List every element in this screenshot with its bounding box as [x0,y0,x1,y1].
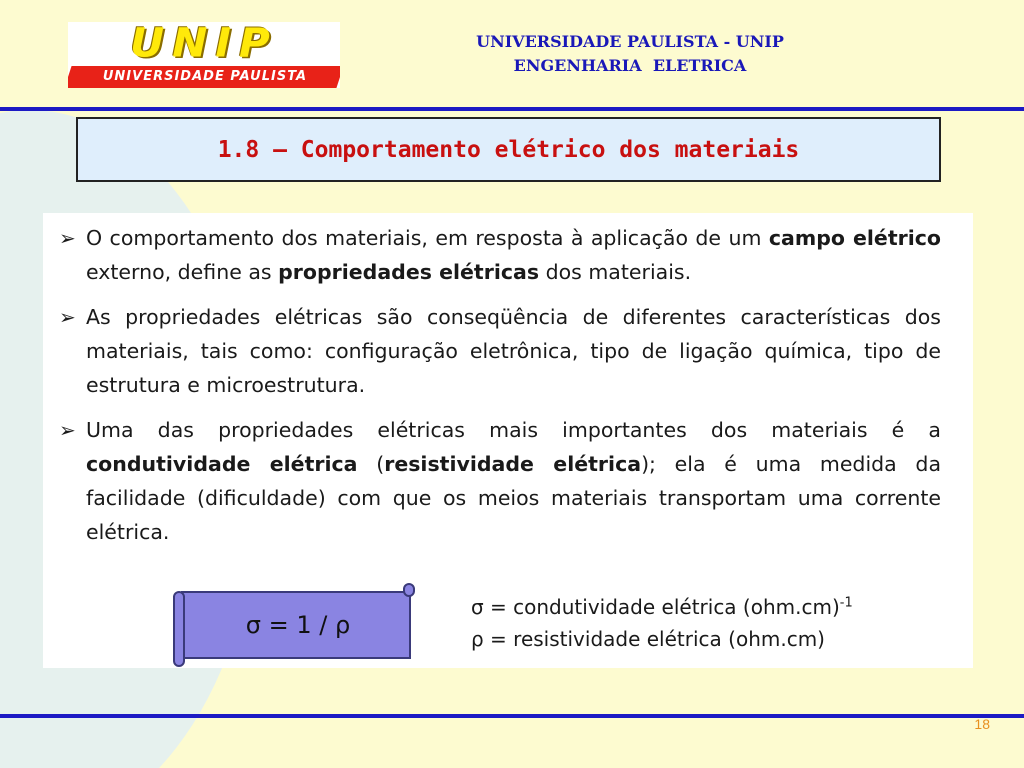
content-panel [43,213,973,668]
slide-title-box [76,117,941,182]
sigma-text: σ = condutividade elétrica (ohm.cm) [471,595,840,619]
footer-rule [0,714,1024,718]
bullet-item [59,221,941,289]
bullet-text: As propriedades elétricas são conseqüência de diferentes características dos materiais, tais como: configuração eletrônica, tipo de ligação química, tipo de estrutura e microestrutura. [86,305,941,397]
bullet-text: ( [357,452,385,476]
bullet-bold-text: condutividade elétrica [86,452,358,476]
bullet-bold-text: resistividade elétrica [384,452,642,476]
formula-legend [471,591,951,655]
bullet-bold-text: propriedades elétricas [278,260,540,284]
bullet-text: Uma das propriedades elétricas mais importantes dos materiais é a [86,418,941,442]
logo-wordmark: UNIP [130,22,278,66]
page-number: 18 [974,716,990,732]
slide-title: 1.8 – Comportamento elétrico dos materiais [217,136,800,163]
bullet-list [59,221,941,560]
scroll-left-curl [173,591,185,667]
arrow-bullet-icon: ➢ [59,305,76,329]
rho-definition: ρ = resistividade elétrica (ohm.cm) [471,627,825,651]
sigma-exponent: -1 [839,595,853,611]
bullet-item [59,413,941,549]
bullet-bold-text: campo elétrico [768,226,942,250]
conductivity-formula: σ = 1 / ρ [245,611,351,639]
arrow-bullet-icon: ➢ [59,226,76,250]
bullet-text: ); ela é uma medida da facilidade (dificuldade) com que os meios materiais transportam uma corrente elétrica. [86,452,942,544]
institution-name: UNIVERSIDADE PAULISTA - UNIP [476,32,784,51]
header-rule [0,107,1024,111]
logo-subtitle: UNIVERSIDADE PAULISTA [102,69,308,84]
arrow-bullet-icon: ➢ [59,418,76,442]
institution-header [410,30,850,78]
unip-logo [68,22,340,88]
formula-scroll [171,583,416,667]
bullet-text: O comportamento dos materiais, em resposta à aplicação de um [86,226,769,250]
bullet-text: externo, define as [86,260,279,284]
course-name: ENGENHARIA ELETRICA [513,56,747,75]
sigma-definition [471,591,951,623]
bullet-text: dos materiais. [539,260,692,284]
bullet-item [59,300,941,402]
